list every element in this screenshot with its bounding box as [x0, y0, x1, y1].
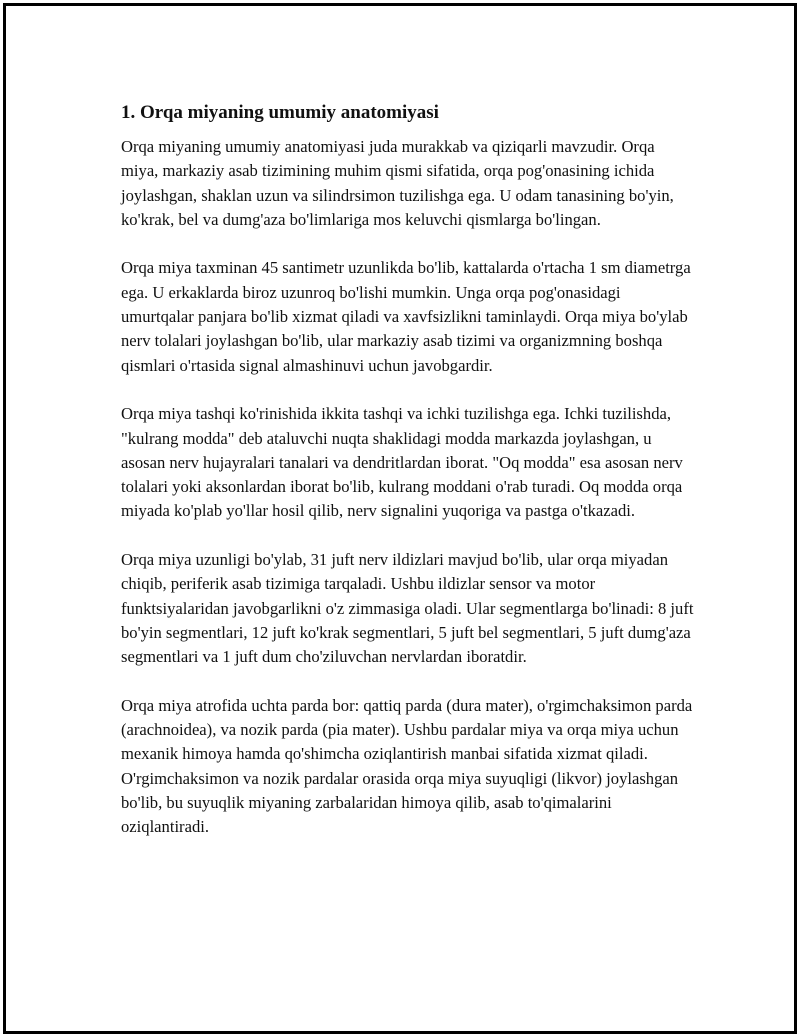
paragraph-meninges: Orqa miya atrofida uchta parda bor: qattiq parda (dura mater), o'rgimchaksimon parda (arachnoidea), va nozik parda (pia mater). Ushbu pardalar miya va orqa miya uchun mexanik himoya hamda qo'shimcha oziqlantirish manbai sifatida xizmat qiladi. O'rgimchaksimon va nozik pardalar orasida orqa miya suyuqligi (likvor) joylashgan bo'lib, bu suyuqlik miyaning zarbalaridan himoya qilib, asab to'qimalarini oziqlantiradi.	[121, 695, 693, 837]
page-frame	[3, 3, 797, 1034]
paragraph-general-anatomy: Orqa miyaning umumiy anatomiyasi juda murakkab va qiziqarli mavzudir. Orqa miya, markaziy asab tizimining muhim qismi sifatida, orqa pog'onasining ichida joylashgan, shaklan uzun va silindrsimon tuzilishga ega. U odam tanasining bo'yin, ko'krak, bel va dumg'aza bo'limlariga mos keluvchi qismlarga bo'lingan.	[121, 137, 674, 229]
paragraph-dimensions: Orqa miya taxminan 45 santimetr uzunlikda bo'lib, kattalarda o'rtacha 1 sm diametrga ega. U erkaklarda biroz uzunroq bo'lishi mumkin. Unga orqa pog'onasidagi umurtqalar panjara bo'lib xizmat qiladi va xavfsizlikni taminlaydi. Orqa miya bo'ylab nerv tolalari joylashgan bo'lib, ular markaziy asab tizimi va organizmning boshqa qismlari o'rtasida signal almashinuvi uchun javobgardir.	[121, 258, 691, 375]
paragraph-nerve-roots: Orqa miya uzunligi bo'ylab, 31 juft nerv ildizlari mavjud bo'lib, ular orqa miyadan chiqib, periferik asab tizimiga tarqaladi. Ushbu ildizlar sensor va motor funktsiyalaridan javobgarlikni o'z zimmasiga oladi. Ular segmentlarga bo'linadi: 8 juft bo'yin segmentlari, 12 juft ko'krak segmentlari, 5 juft bel segmentlari, 5 juft dumg'aza segmentlari va 1 juft dum cho'ziluvchan nervlardan iboratdir.	[121, 550, 694, 667]
document-body	[121, 96, 696, 864]
paragraph-internal-structure: Orqa miya tashqi ko'rinishida ikkita tashqi va ichki tuzilishga ega. Ichki tuzilishda, "kulrang modda" deb ataluvchi nuqta shaklidagi modda markazda joylashgan, u asosan nerv hujayralari tanalari va dendritlardan iborat. "Oq modda" esa asosan nerv tolalari yoki aksonlardan iborat bo'lib, kulrang moddani o'rab turadi. Oq modda orqa miyada ko'plab yo'llar hosil qilib, nerv signalini yuqoriga va pastga o'tkazadi.	[121, 404, 683, 521]
section-heading: 1. Orqa miyaning umumiy anatomiyasi	[121, 102, 439, 123]
